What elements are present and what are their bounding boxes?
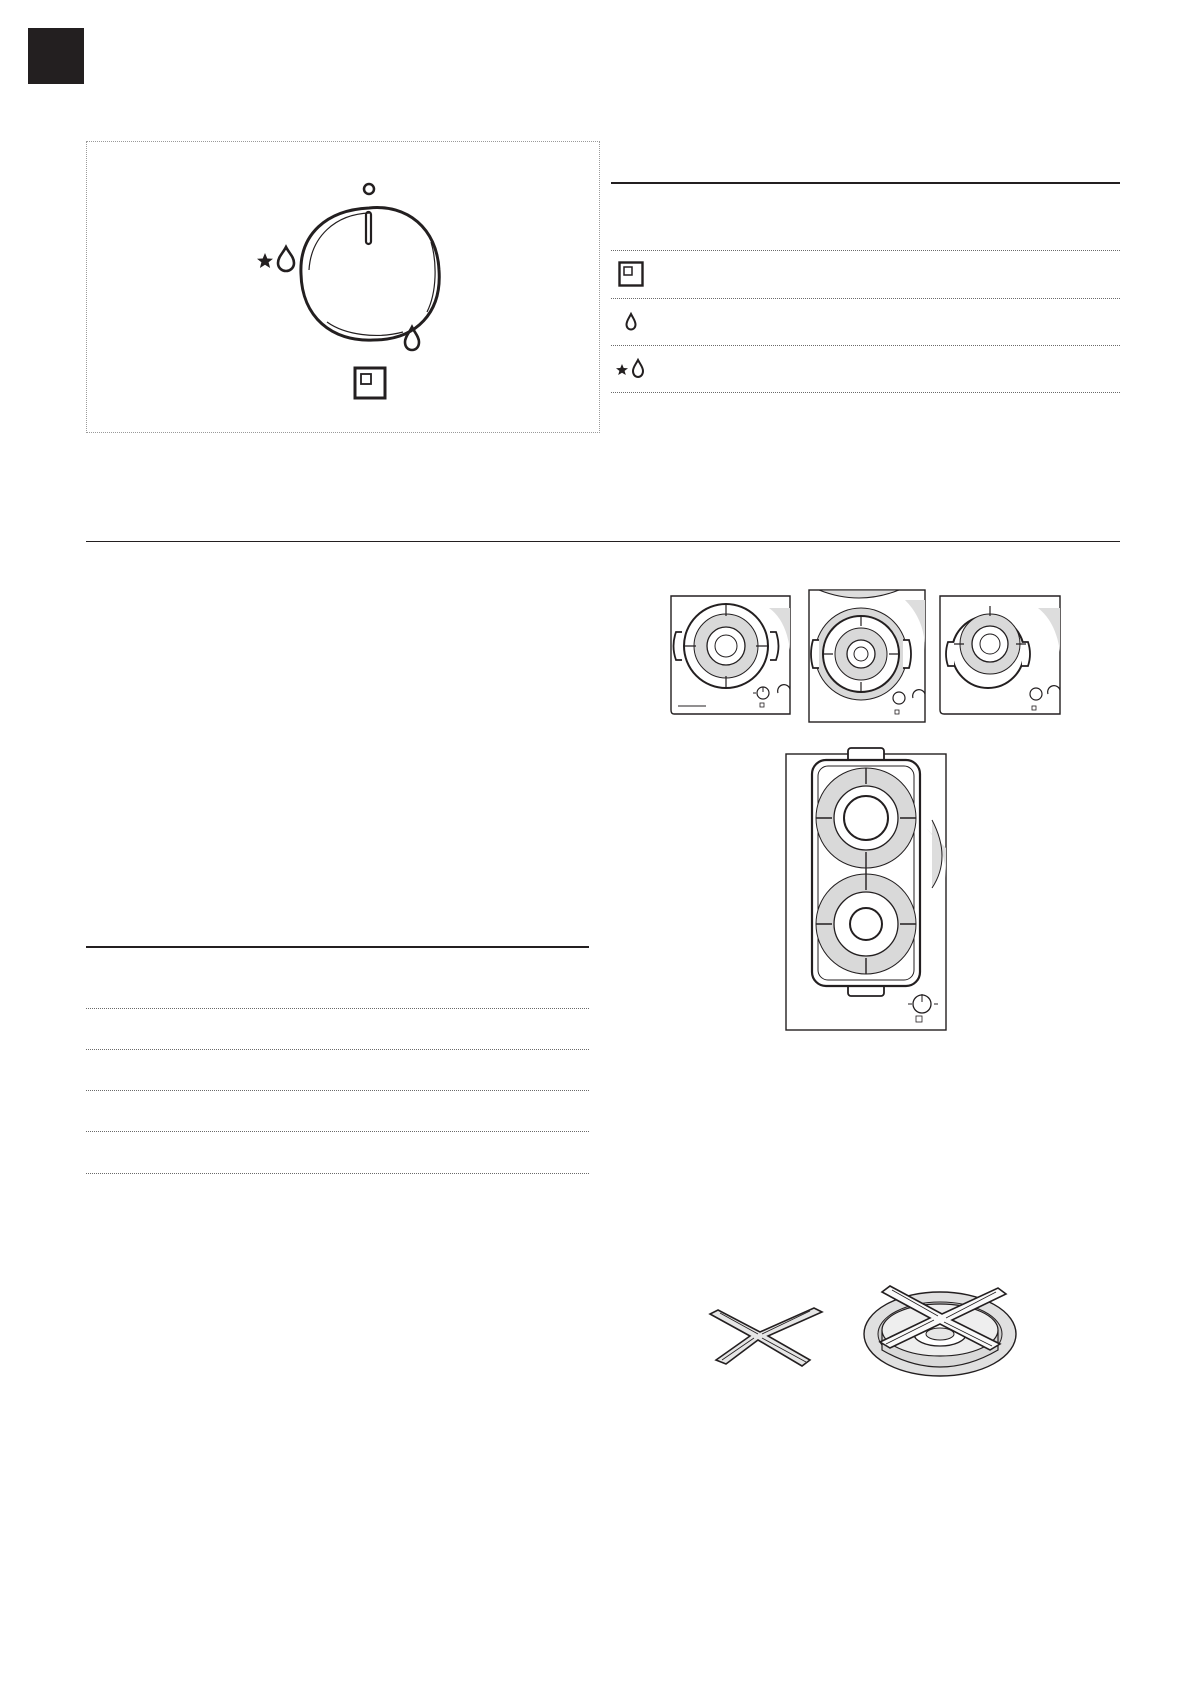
lower-table-top-rule (86, 946, 589, 948)
knob-diagram-panel (86, 141, 600, 433)
square-icon (355, 368, 385, 398)
lower-table-divider (86, 1090, 589, 1091)
legend-divider (611, 298, 1120, 299)
section-divider (86, 541, 1120, 542)
pan-support-on-burner (864, 1286, 1016, 1376)
lower-table-divider (86, 1008, 589, 1009)
star-flame-icon (615, 359, 647, 379)
page-tab-marker (28, 28, 84, 84)
wok-layout-illustration (786, 748, 950, 1034)
flat-pan-support (710, 1308, 822, 1366)
pan-too-large (809, 590, 925, 722)
legend-divider (611, 392, 1120, 393)
pan-fit-illustrations (668, 590, 1068, 725)
pan-support-illustrations (710, 1280, 1020, 1380)
knob-diagram (87, 142, 601, 434)
legend-row-square (616, 257, 646, 291)
legend-divider (611, 345, 1120, 346)
star-flame-icon (257, 247, 294, 271)
flame-small-icon (625, 313, 637, 331)
legend-table-top-rule (611, 182, 1120, 184)
lower-table-divider (86, 1049, 589, 1050)
square-icon (618, 261, 644, 287)
pan-correct-size (671, 596, 790, 714)
legend-divider (611, 250, 1120, 251)
off-circle-icon (364, 184, 374, 194)
lower-table-divider (86, 1173, 589, 1174)
legend-row-flame (616, 305, 646, 339)
lower-table-divider (86, 1131, 589, 1132)
legend-row-star-flame (616, 352, 646, 386)
pan-off-center (940, 596, 1060, 714)
